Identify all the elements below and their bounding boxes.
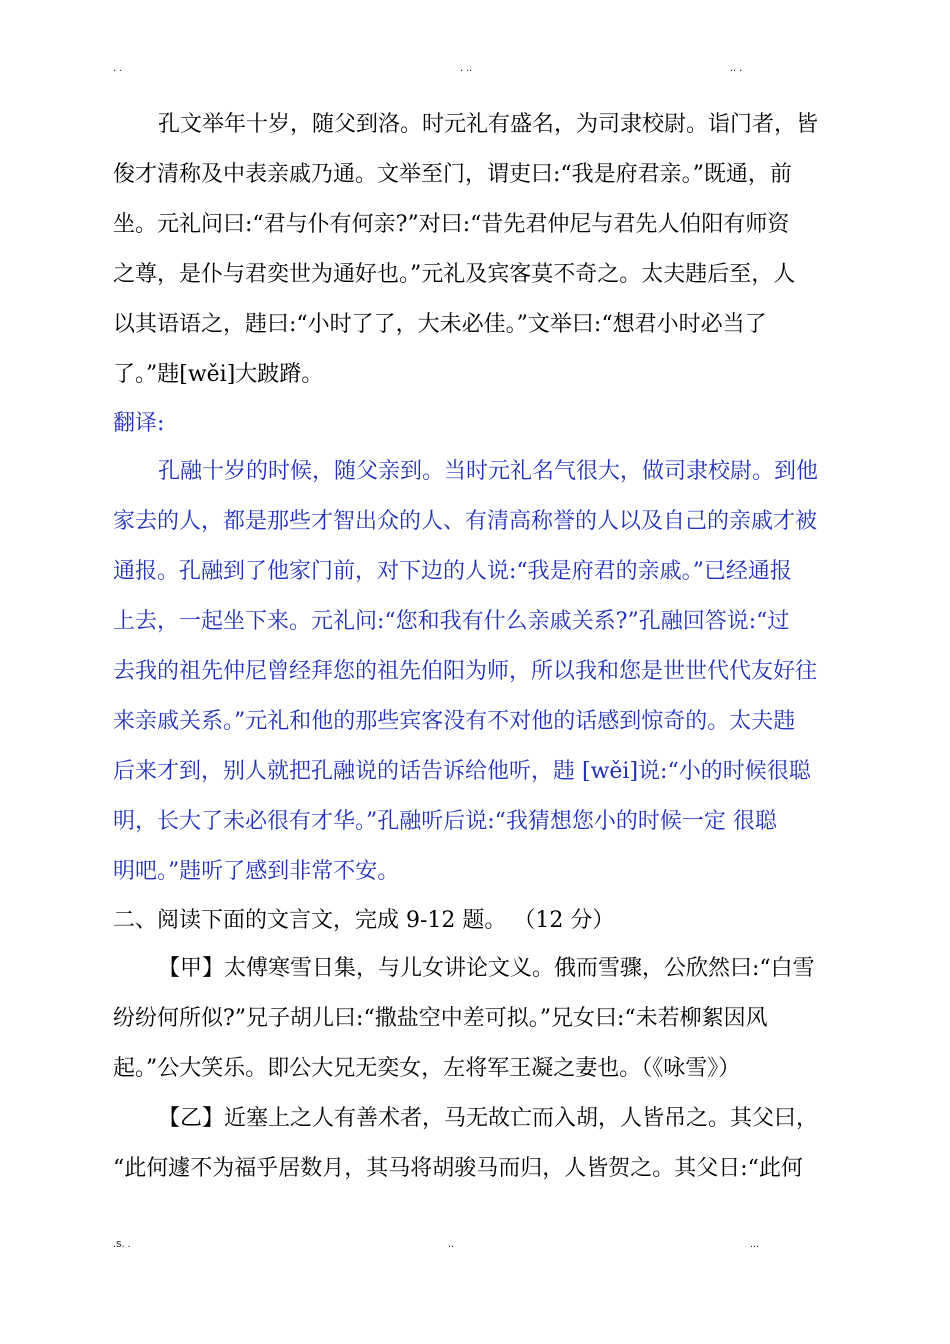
translation-line: 来亲戚关系。”元礼和他的那些宾客没有不对他的话感到惊奇的。太夫韪 bbox=[113, 709, 796, 734]
passage-jia bbox=[113, 944, 853, 1094]
translation-line: 通报。孔融到了他家门前，对下边的人说:“我是府君的亲戚。”已经通报 bbox=[113, 559, 792, 584]
section-two-heading: 二、阅读下面的文言文，完成 9-12 题。 （12 分） bbox=[113, 908, 615, 933]
passage-jia-line: 纷纷何所似?”兄子胡儿曰:“撒盐空中差可拟。”兄女曰:“未若柳絮因风 bbox=[113, 1006, 768, 1031]
passage-jia-line: 【甲】太傅寒雪日集，与儿女讲论文义。俄而雪骤，公欣然曰:“白雪 bbox=[158, 956, 815, 981]
translation-text bbox=[113, 447, 853, 897]
passage-line: 俊才清称及中表亲戚乃通。文举至门，谓吏曰:“我是府君亲。”既通，前 bbox=[113, 162, 792, 187]
translation-line: 明吧。”韪听了感到非常不安。 bbox=[113, 859, 400, 884]
passage-line: 孔文举年十岁，随父到洛。时元礼有盛名，为司隶校尉。诣门者，皆 bbox=[158, 112, 819, 137]
translation-line: 孔融十岁的时候，随父亲到。当时元礼名气很大，做司隶校尉。到他 bbox=[158, 459, 819, 484]
passage-line: 之尊，是仆与君奕世为通好也。”元礼及宾客莫不奇之。太夫韪后至，人 bbox=[113, 262, 796, 287]
passage-jia-line: 起。”公大笑乐。即公大兄无奕女，左将军王凝之妻也。（《咏雪》） bbox=[113, 1056, 741, 1081]
passage-yi-line: “此何遽不为福乎居数月，其马将胡骏马而归，人皆贺之。其父日:“此何 bbox=[113, 1156, 803, 1181]
passage-kong-rong bbox=[113, 100, 853, 400]
translation-line: 上去，一起坐下来。元礼问:“您和我有什么亲戚关系?”孔融回答说:“过 bbox=[113, 609, 790, 634]
translation-line: 明，长大了未必很有才华。”孔融听后说:“我猜想您小的时候一定 很聪 bbox=[113, 809, 777, 834]
passage-line: 了。”韪[wěi]大跛蹐。 bbox=[113, 362, 324, 387]
passage-yi bbox=[113, 1094, 853, 1194]
footer-center-marks: .. bbox=[448, 1238, 455, 1250]
passage-yi-line: 【乙】近塞上之人有善术者，马无故亡而入胡，人皆吊之。其父曰， bbox=[158, 1106, 819, 1131]
footer-right-marks: ... bbox=[750, 1238, 760, 1250]
document-body bbox=[113, 100, 853, 1194]
header-center-marks: . .. bbox=[460, 62, 473, 74]
translation-line: 后来才到，别人就把孔融说的话告诉给他听，韪 [wěi]说:“小的时候很聪 bbox=[113, 759, 811, 784]
footer-left-marks: .s. . bbox=[113, 1238, 131, 1250]
translation-line: 去我的祖先仲尼曾经拜您的祖先伯阳为师，所以我和您是世世代代友好往 bbox=[113, 659, 818, 684]
passage-line: 坐。元礼问曰:“君与仆有何亲?”对曰:“昔先君仲尼与君先人伯阳有师资 bbox=[113, 212, 790, 237]
header-left-marks: . . bbox=[113, 62, 123, 74]
translation-line: 家去的人，都是那些才智出众的人、有清高称誉的人以及自己的亲戚才被 bbox=[113, 509, 818, 534]
header-right-marks: .. . bbox=[730, 62, 743, 74]
passage-line: 以其语语之，韪曰:“小时了了，大未必佳。”文举曰:“想君小时必当了 bbox=[113, 312, 767, 337]
translation-label: 翻译: bbox=[113, 411, 165, 436]
